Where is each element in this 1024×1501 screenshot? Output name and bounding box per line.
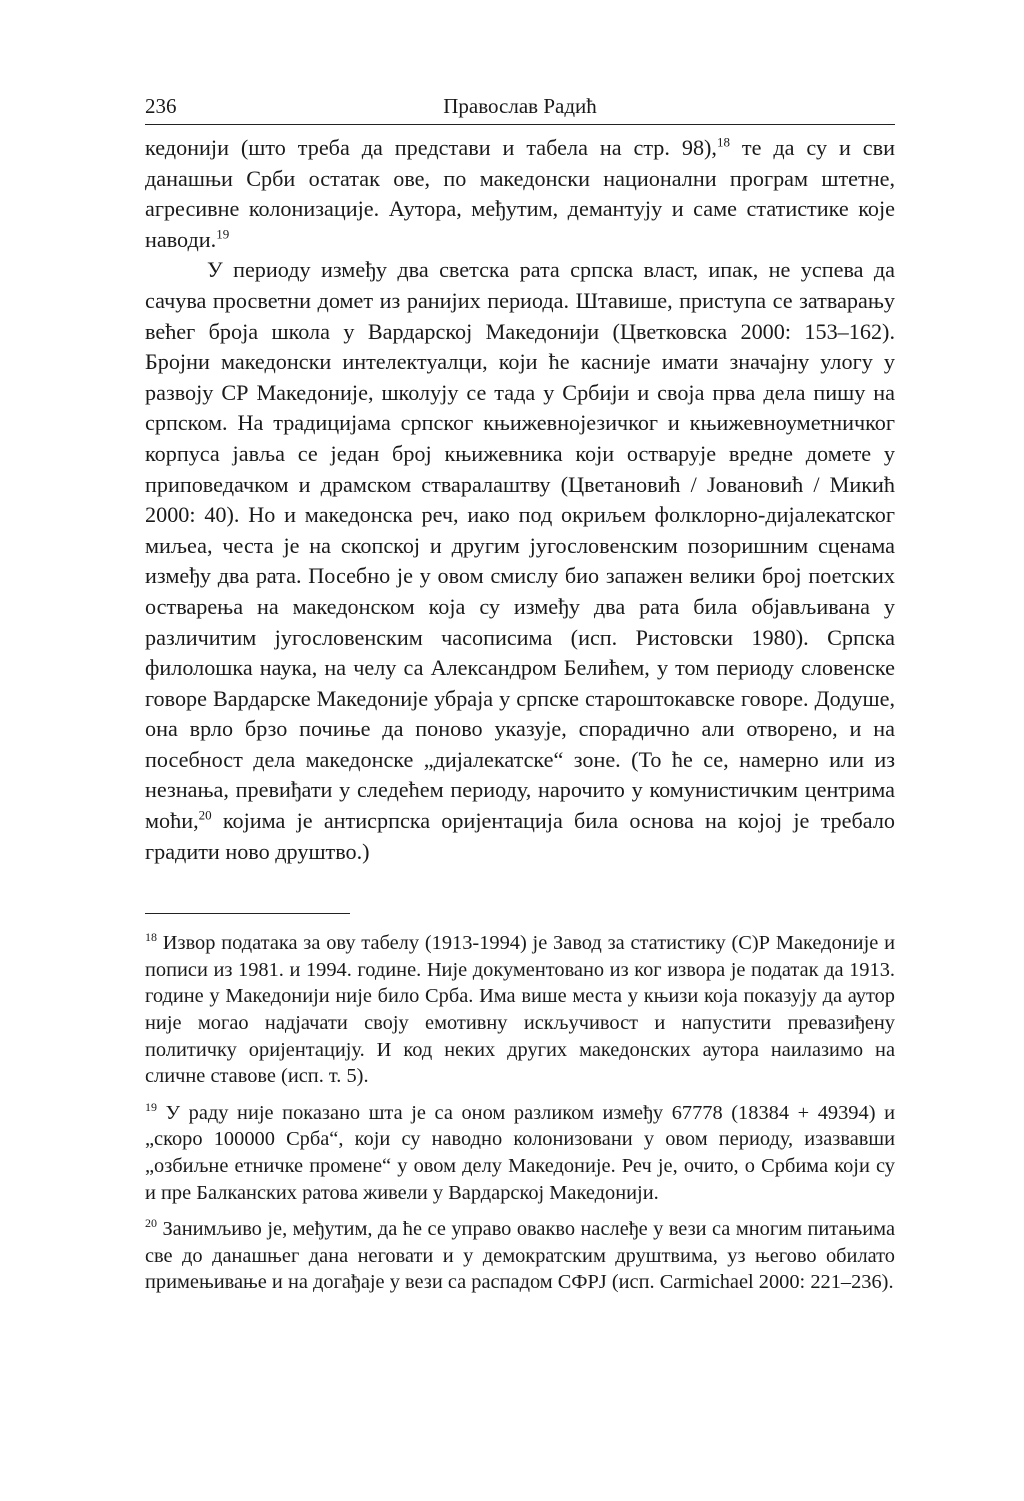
footnote-19 <box>145 1100 895 1206</box>
footnote-number: 18 <box>145 930 157 945</box>
footnote-ref-18[interactable]: 18 <box>716 134 730 150</box>
footnote-18 <box>145 930 895 1090</box>
main-text <box>145 133 895 867</box>
running-header-author: Прaвослав Радић <box>443 94 597 118</box>
footnote-text: Занимљиво је, међутим, да ће се управо овакво наслеђе у вези са многим питањима све до данашњег дана неговати и у демократским друштвима, уз његово обилато примењивање и на догађаје у вези са распадом СФРЈ (исп. Carmichael 2000: 221–236). <box>145 1218 895 1294</box>
footnote-number: 19 <box>145 1100 157 1115</box>
footnote-text: Извор података за ову табелу (1913-1994) је Завод за статистику (С)Р Македоније и пописи из 1981. и 1994. године. Није документовано из ког извора је податак да 1913. године у Македонији није било Срба. Има више места у књизи која показују да аутор није могао надјачати своју емотивну искључивост и напустити превазиђену политичку оријентацију. И код неких других македонских аутора наилазимо на сличне ставове (исп. т. 5). <box>145 932 895 1088</box>
footnotes <box>145 930 895 1296</box>
paragraph-1-text-b: те да су и сви данашњи Срби остатак ове, по македонски национални програм штетне, агресивне колонизације. Аутора, међутим, демантују и саме статистике које наводи. <box>145 135 895 252</box>
paragraph-2 <box>145 255 895 867</box>
footnote-number: 20 <box>145 1216 157 1231</box>
paragraph-1 <box>145 133 895 255</box>
paragraph-1-text-a: кедонији (што треба да представи и табела на стр. 98), <box>145 135 717 160</box>
footnote-ref-20[interactable]: 20 <box>198 807 212 823</box>
footnote-20 <box>145 1216 895 1296</box>
paragraph-2-text-a: У периоду између два светска рата српска власт, ипак, не успева да сачува просветни домет из ранијих периода. Штавише, приступа се затварању већег броја школа у Вардарској Македонији (Цветковска 2000: 153–162). Бројни македонски интелектуалци, који ће касније имати значајну улогу у развоју СР Македоније, школују се тада у Србији и своја прва дела пишу на српском. На традицијама српског књижевнојезичког и књижевноуметничког корпуса јавља се један број књижевника који остварује вредне домете у приповедачком и драмском стваралаштву (Цветановић / Јовановић / Микић 2000: 40). Но и македонска реч, иако под окриљем фолклорно-дијалекатског миљеа, честа је на скопској и другим југословенским позоришним сценама између два рата. Посебно је у овом смислу био запажен велики број поетских остварења на македонском која су између два рата била објављивана у различитим југословенским часописима (исп. Ристовски 1980). Српска филолошка наука, на челу са Александром Белићем, у том периоду словенске говоре Вардарске Македоније убраја у српске староштокавске говоре. Додуше, она врло брзо почиње да поново указује, спорадично али отворено, и на посебност дела македонске „дијалекатске“ зоне. (То ће се, намерно или из незнања, превиђати у следећем периоду, нарочито у комунистичким центрима моћи, <box>145 257 895 834</box>
footnote-divider <box>145 913 350 914</box>
page-number: 236 <box>145 94 177 118</box>
paragraph-2-text-b: којима је антисрпска оријентација била основа на којој је требало градити ново друштво.) <box>145 808 895 864</box>
book-page <box>145 92 895 1306</box>
footnote-ref-19[interactable]: 19 <box>216 226 230 242</box>
footnote-text: У раду није показано шта је са оном разликом између 67778 (18384 + 49394) и „скоро 100000 Срба“, који су наводно колонизовани у овом периоду, изазвавши „озбиљне етничке промене“ у овом делу Македоније. Реч је, очито, о Србима који су и пре Балканских ратова живели у Вардарској Македонији. <box>145 1101 895 1204</box>
running-header <box>145 92 895 125</box>
